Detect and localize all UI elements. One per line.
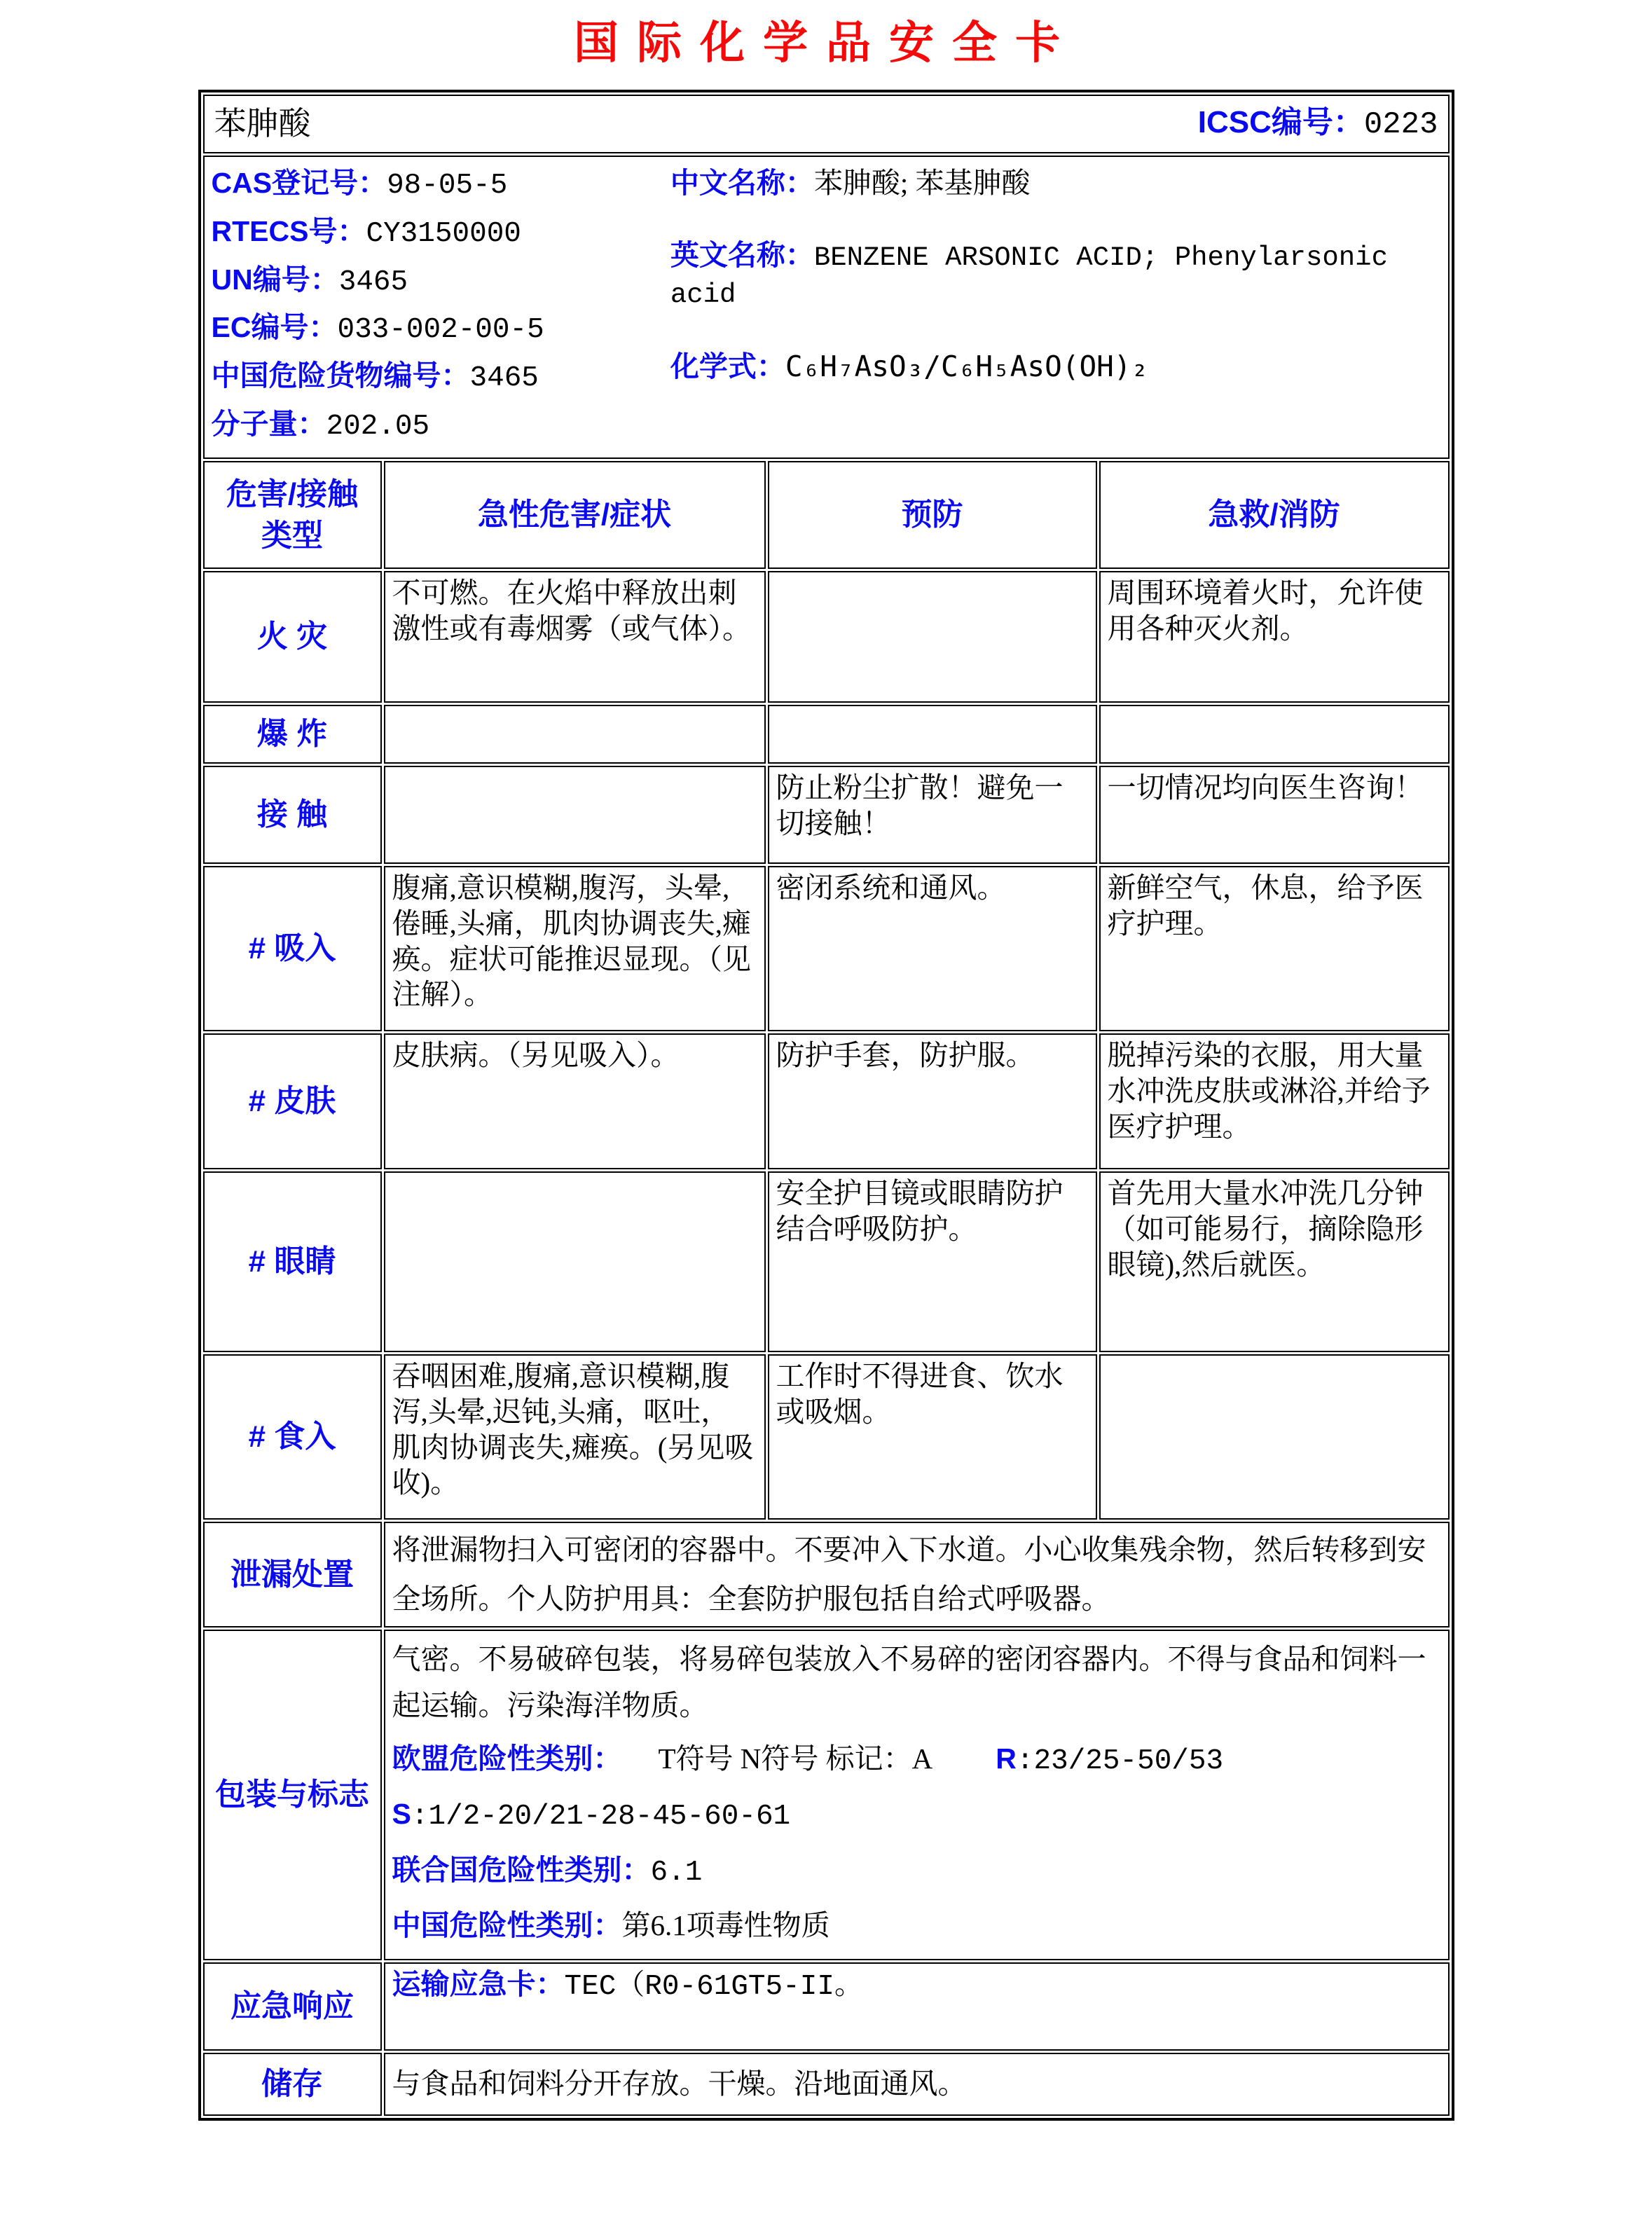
- english-name-value: BENZENE ARSONIC ACID; Phenylarsonic acid: [670, 242, 1388, 311]
- un-hazard-class-value: 6.1: [650, 1856, 703, 1889]
- ec-number-label: EC编号：: [211, 311, 338, 344]
- ec-number-line: [212, 310, 666, 348]
- spill-disposal-text: 将泄漏物扫入可密闭的容器中。不要冲入下水道。小心收集残余物，然后转移到安全场所。个人防护用具：全套防护服包括自给式呼吸器。: [384, 1522, 1450, 1627]
- page-title: 国际化学品安全卡: [574, 18, 1078, 68]
- eyes-label: # 眼睛: [203, 1171, 382, 1352]
- storage-label: 储存: [203, 2053, 382, 2116]
- china-goods-number-value: 3465: [469, 362, 539, 395]
- packaging-labelling-label: 包装与标志: [203, 1630, 382, 1960]
- ingestion-symptoms: 吞咽困难,腹痛,意识模糊,腹泻,头晕,迟钝,头痛，呕吐，肌肉协调丧失,瘫痪。(另见吸收)。: [384, 1354, 766, 1520]
- ingestion-label: # 食入: [203, 1354, 382, 1520]
- fire-label: 火 灾: [203, 571, 382, 703]
- un-number-label: UN编号：: [211, 263, 339, 296]
- fire-first-aid: 周围环境着火时，允许使用各种灭火剂。: [1099, 571, 1450, 703]
- un-hazard-class-label: 联合国危险性类别：: [392, 1853, 651, 1886]
- header-prevention: 预防: [768, 461, 1097, 569]
- fire-prevention: [768, 571, 1097, 703]
- explosion-label: 爆 炸: [203, 705, 382, 764]
- identifiers-left-column: [212, 160, 666, 455]
- identifiers-cell: [203, 156, 1450, 459]
- china-hazard-class-value: 第6.1项毒性物质: [621, 1909, 830, 1942]
- header-hazard-type: [203, 461, 382, 569]
- inhalation-prevention: 密闭系统和通风。: [768, 866, 1097, 1031]
- exposure-prevention: 防止粉尘扩散！避免一切接触！: [768, 766, 1097, 864]
- cas-number-label: CAS登记号：: [211, 167, 387, 199]
- header-first-aid: 急救/消防: [1099, 461, 1450, 569]
- chemical-formula-label: 化学式：: [670, 350, 785, 383]
- explosion-symptoms: [384, 705, 766, 764]
- inhalation-symptoms: 腹痛,意识模糊,腹泻，头晕,倦睡,头痛，肌肉协调丧失,瘫痪。症状可能推迟显现。（见注解）。: [384, 866, 766, 1031]
- china-goods-number-line: [212, 358, 666, 397]
- emergency-response-row: [203, 1962, 1450, 2051]
- hazard-row-eyes: [203, 1171, 1450, 1352]
- header-acute-hazards: 急性危害/症状: [384, 461, 766, 569]
- chinese-name-value: 苯胂酸; 苯基胂酸: [813, 167, 1031, 199]
- packaging-labelling-content: [384, 1630, 1450, 1960]
- chinese-name-line: [670, 165, 1441, 201]
- un-number-value: 3465: [338, 266, 408, 298]
- substance-header-cell: [203, 95, 1450, 153]
- eu-hazard-class-line: [392, 1736, 1441, 1785]
- eyes-first-aid: 首先用大量水冲洗几分钟（如可能易行，摘除隐形眼镜),然后就医。: [1099, 1171, 1450, 1352]
- hazard-row-fire: [203, 571, 1450, 703]
- china-hazard-class-line: [392, 1903, 1441, 1949]
- chemical-formula-line: [670, 349, 1441, 385]
- molecular-weight-label: 分子量：: [211, 408, 326, 441]
- storage-row: [203, 2053, 1450, 2116]
- exposure-symptoms: [384, 766, 766, 864]
- hazard-row-exposure: [203, 766, 1450, 864]
- header-hazard-type-line2: 类型: [261, 518, 323, 553]
- skin-prevention: 防护手套，防护服。: [768, 1033, 1097, 1169]
- eu-hazard-class-label: 欧盟危险性类别：: [392, 1742, 622, 1775]
- hazard-row-explosion: [203, 705, 1450, 764]
- cas-number-value: 98-05-5: [387, 170, 508, 202]
- un-number-line: [212, 262, 666, 301]
- icsc-number-value: 0223: [1363, 107, 1438, 143]
- icsc-number: [1198, 104, 1438, 144]
- spill-disposal-label: 泄漏处置: [203, 1522, 382, 1627]
- ec-number-value: 033-002-00-5: [337, 314, 544, 347]
- skin-symptoms: 皮肤病。（另见吸入）。: [384, 1033, 766, 1169]
- molecular-weight-line: [212, 406, 666, 445]
- inhalation-label: # 吸入: [203, 866, 382, 1031]
- chemical-formula-value: C₆H₇AsO₃/C₆H₅AsO(OH)₂: [785, 349, 1149, 383]
- s-phrases-line: [392, 1791, 1441, 1840]
- english-name-line: [670, 238, 1441, 312]
- transport-emergency-card-value: TEC（R0-61GT5-II。: [564, 1970, 863, 2003]
- skin-label: # 皮肤: [203, 1033, 382, 1169]
- explosion-prevention: [768, 705, 1097, 764]
- transport-emergency-card-label: 运输应急卡：: [392, 1967, 565, 2000]
- molecular-weight-value: 202.05: [326, 411, 430, 443]
- hazard-table-header-row: [203, 461, 1450, 569]
- hazard-row-ingestion: [203, 1354, 1450, 1520]
- eyes-prevention: 安全护目镜或眼睛防护结合呼吸防护。: [768, 1171, 1097, 1352]
- storage-text: 与食品和饲料分开存放。干燥。沿地面通风。: [384, 2053, 1450, 2116]
- chinese-name-label: 中文名称：: [670, 167, 814, 199]
- substance-name: 苯胂酸: [214, 106, 311, 142]
- packaging-labelling-row: [203, 1630, 1450, 1960]
- cas-number-line: [212, 165, 666, 204]
- header-hazard-type-line1: 危害/接触: [226, 476, 359, 511]
- identifiers-right-column: [666, 160, 1441, 455]
- icsc-number-label: ICSC编号：: [1197, 105, 1364, 140]
- rtecs-number-label: RTECS号：: [211, 214, 366, 247]
- skin-first-aid: 脱掉污染的衣服，用大量水冲洗皮肤或淋浴,并给予医疗护理。: [1099, 1033, 1450, 1169]
- hazard-row-skin: [203, 1033, 1450, 1169]
- identifiers-row: [203, 156, 1450, 459]
- hazard-row-inhalation: [203, 866, 1450, 1031]
- emergency-response-content: [384, 1962, 1450, 2051]
- substance-header-row: [203, 95, 1450, 153]
- china-hazard-class-label: 中国危险性类别：: [392, 1909, 622, 1942]
- rtecs-number-value: CY3150000: [366, 217, 521, 250]
- ingestion-first-aid: [1099, 1354, 1450, 1520]
- inhalation-first-aid: 新鲜空气，休息，给予医疗护理。: [1099, 866, 1450, 1031]
- explosion-first-aid: [1099, 705, 1450, 764]
- r-phrases-value: :23/25-50/53: [1016, 1744, 1224, 1777]
- fire-symptoms: 不可燃。在火焰中释放出刺激性或有毒烟雾（或气体）。: [384, 571, 766, 703]
- emergency-response-label: 应急响应: [203, 1962, 382, 2051]
- english-name-label: 英文名称：: [670, 238, 814, 271]
- spill-disposal-row: [203, 1522, 1450, 1627]
- exposure-label: 接 触: [203, 766, 382, 864]
- s-phrases-label: S: [392, 1798, 411, 1831]
- s-phrases-value: :1/2-20/21-28-45-60-61: [411, 1801, 791, 1833]
- exposure-first-aid: 一切情况均向医生咨询！: [1099, 766, 1450, 864]
- china-goods-number-label: 中国危险货物编号：: [211, 359, 470, 392]
- r-phrases-label: R: [996, 1742, 1017, 1775]
- icsc-card-table: [198, 90, 1454, 2121]
- rtecs-number-line: [212, 214, 666, 252]
- un-hazard-class-line: [392, 1847, 1441, 1897]
- ingestion-prevention: 工作时不得进食、饮水或吸烟。: [768, 1354, 1097, 1520]
- eyes-symptoms: [384, 1171, 766, 1352]
- packaging-intro: 气密。不易破碎包装，将易碎包装放入不易碎的密闭容器内。不得与食品和饲料一起运输。污染海洋物质。: [392, 1643, 1426, 1721]
- eu-hazard-class-value: T符号 N符号 标记：A: [658, 1742, 933, 1775]
